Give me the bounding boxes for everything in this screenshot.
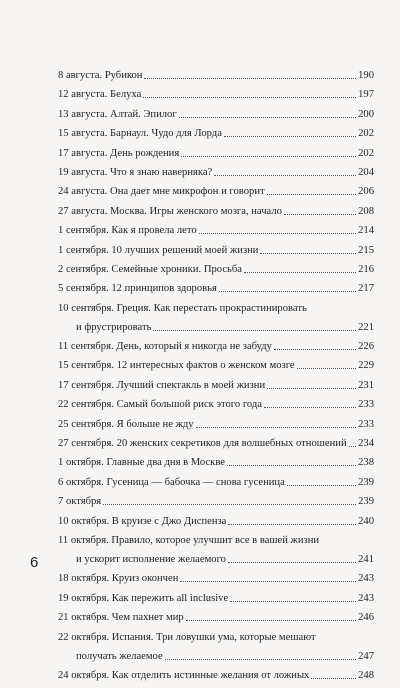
- toc-entry: 27 сентября. 20 женских секретиков для волшебных отношений 234: [58, 438, 374, 450]
- page-number: 6: [30, 554, 39, 571]
- toc-entry: 11 сентября. День, который я никогда не забуду 226: [58, 341, 374, 353]
- toc-entry: 1 октября. Главные два дня в Москве 238: [58, 457, 374, 469]
- toc-entry: 11 октября. Правило, которое улучшит все в вашей жизни и ускорит исполнение желаемого 241: [58, 534, 374, 565]
- toc-entry: 15 сентября. 12 интересных фактов о женском мозге 229: [58, 360, 374, 372]
- toc-entry: 8 августа. Рубикон 190: [58, 70, 374, 81]
- toc-entry: 7 октября 239: [58, 496, 374, 508]
- toc-entry: 17 августа. День рождения 202: [58, 147, 374, 159]
- table-of-contents: [58, 69, 374, 688]
- toc-entry: 22 октября. Испания. Три ловушки ума, которые мешают получать желаемое 247: [58, 631, 374, 662]
- toc-entry: 10 октября. В круизе с Джо Диспенза 240: [58, 515, 374, 527]
- toc-entry: 17 сентября. Лучший спектакль в моей жизни 231: [58, 379, 374, 391]
- toc-entry: 1 сентября. 10 лучших решений моей жизни 215: [58, 244, 374, 256]
- toc-entry: 12 августа. Белуха 197: [58, 89, 374, 101]
- toc-entry: 15 августа. Барнаул. Чудо для Лорда 202: [58, 128, 374, 140]
- toc-entry: 5 сентября. 12 принципов здоровья 217: [58, 283, 374, 295]
- toc-entry: 13 августа. Алтай. Эпилог 200: [58, 108, 374, 120]
- toc-entry: 19 октября. Как пережить all inclusive 243: [58, 592, 374, 604]
- toc-entry: 2 сентября. Семейные хроники. Просьба 216: [58, 263, 374, 275]
- toc-entry: 6 октября. Гусеница — бабочка — снова гусеница 239: [58, 476, 374, 488]
- toc-entry: 10 сентября. Греция. Как перестать прокрастинировать и фрустрировать 221: [58, 302, 374, 333]
- toc-entry: 24 октября. Как отделить истинные желания от ложных 248: [58, 669, 374, 681]
- toc-entry: 25 сентября. Я больше не жду 233: [58, 418, 374, 430]
- toc-entry: 24 августа. Она дает мне микрофон и говорит 206: [58, 186, 374, 198]
- toc-entry: 22 сентября. Самый большой риск этого года 233: [58, 399, 374, 411]
- toc-entry: 19 августа. Что я знаю наверняка? 204: [58, 166, 374, 178]
- toc-entry: 27 августа. Москва. Игры женского мозга, начало 208: [58, 205, 374, 217]
- toc-entry: 21 октября. Чем пахнет мир 246: [58, 612, 374, 624]
- toc-entry: 1 сентября. Как я провела лето 214: [58, 225, 374, 237]
- toc-entry: 18 октября. Круиз окончен 243: [58, 573, 374, 585]
